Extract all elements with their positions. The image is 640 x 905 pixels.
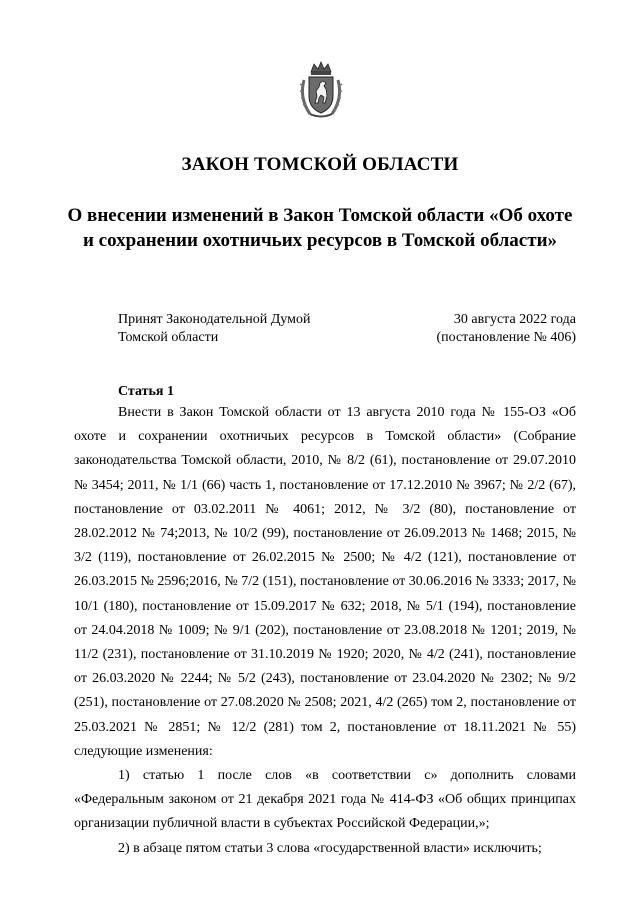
adoption-date-block xyxy=(356,311,576,347)
law-subtitle: О внесении изменений в Закон Томской области «Об охоте и сохранении охотничьих ресурсов в Томской области» xyxy=(67,205,573,251)
paragraph: Внести в Закон Томской области от 13 августа 2010 года № 155-ОЗ «Об охоте и сохранении охотничьих ресурсов в Томской области» (Собрание законодательства Томской области, 2010, № 8/2 (61), постановление от 29.07.2010 № 3454; 2011, № 1/1 (66) часть 1, постановление от 17.12.2010 № 3967; № 2/2 (67), постановление от 03.02.2011 № 4061; 2012, № 3/2 (80), постановление от 28.02.2012 № 74;2013, № 10/2 (99), постановление от 26.09.2013 № 1468; 2015, № 3/2 (119), постановление от 26.02.2015 № 2500; № 4/2 (121), постановление от 26.03.2015 № 2596;2016, № 7/2 (151), постановление от 30.06.2016 № 3333; 2017, № 10/1 (180), постановление от 15.09.2017 № 632; 2018, № 5/1 (194), постановление от 24.04.2018 № 1009; № 9/1 (202), постановление от 23.08.2018 № 1201; 2019, № 11/2 (231), постановление от 31.10.2019 № 1920; 2020, № 4/2 (241), постановление от 26.03.2020 № 2244; № 5/2 (243), постановление от 23.04.2020 № 2302; № 9/2 (251), постановление от 27.08.2020 № 2508; 2021, 4/2 (265) том 2, постановление от 25.03.2021 № 2851; № 12/2 (281) том 2, постановление от 18.11.2021 № 55) следующие изменения: xyxy=(74,405,576,759)
adoption-date: 30 августа 2022 года xyxy=(453,312,576,327)
article-body xyxy=(74,401,576,861)
paragraph: 1) статью 1 после слов «в соответствии с» дополнить словами «Федеральным законом от 21 декабря 2021 года № 414-ФЗ «Об общих принципах организации публичной власти в субъектах Российской Федерации,»; xyxy=(74,768,576,832)
article-heading: Статья 1 xyxy=(118,384,174,399)
law-title: ЗАКОН ТОМСКОЙ ОБЛАСТИ xyxy=(181,154,459,175)
resolution-number: (постановление № 406) xyxy=(436,330,576,345)
adopted-by-line1: Принят Законодательной Думой xyxy=(118,312,311,327)
adopted-by-line2: Томской области xyxy=(118,330,219,345)
paragraph: 2) в абзаце пятом статьи 3 слова «государственной власти» исключить; xyxy=(118,840,542,856)
adopted-by xyxy=(118,311,378,347)
coat-of-arms-emblem xyxy=(296,60,346,120)
